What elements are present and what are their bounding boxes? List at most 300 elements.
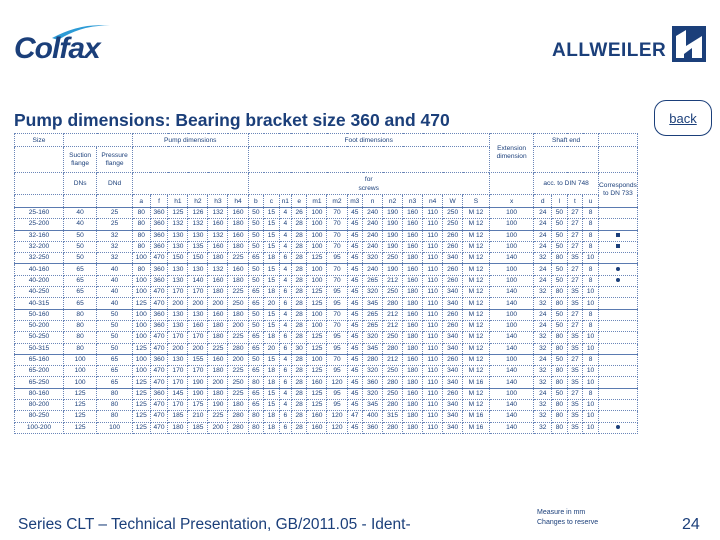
table-cell-size: 25-200 xyxy=(15,219,64,230)
header-h2: h2 xyxy=(188,195,208,208)
table-cell: 24 xyxy=(534,219,552,230)
table-cell: 15 xyxy=(264,230,280,241)
table-cell: 50 xyxy=(63,241,96,252)
table-cell: 32 xyxy=(534,366,552,377)
table-cell: 30 xyxy=(291,343,307,354)
header-d: d xyxy=(534,195,552,208)
page-number: 24 xyxy=(682,516,700,533)
table-cell: 100 xyxy=(132,309,150,320)
table-cell: 32 xyxy=(534,377,552,388)
table-cell: 4 xyxy=(279,354,291,365)
table-row xyxy=(15,241,638,252)
table-cell: 240 xyxy=(363,208,383,219)
dot-marker-icon xyxy=(616,267,620,271)
table-cell: 160 xyxy=(403,241,423,252)
header-size-blank-4 xyxy=(15,195,64,208)
table-cell: 160 xyxy=(228,230,248,241)
dn733-marker-cell xyxy=(598,411,637,422)
table-cell: 260 xyxy=(443,275,463,286)
table-cell: 130 xyxy=(168,309,188,320)
table-cell: 50 xyxy=(552,208,568,219)
table-cell: 100 xyxy=(132,332,150,343)
table-cell: 45 xyxy=(347,275,363,286)
header-foot-blank xyxy=(248,147,489,173)
header-size: Size xyxy=(15,134,64,147)
table-cell: 95 xyxy=(327,287,347,298)
header-l: l xyxy=(552,195,568,208)
table-cell: M 12 xyxy=(463,354,490,365)
table-cell: 125 xyxy=(132,388,150,399)
table-cell: 360 xyxy=(150,219,168,230)
table-cell: 4 xyxy=(279,275,291,286)
table-cell: 100 xyxy=(307,264,327,275)
table-cell: 140 xyxy=(489,298,533,309)
table-cell: 110 xyxy=(423,275,443,286)
table-cell: 8 xyxy=(583,219,599,230)
header-b: b xyxy=(248,195,264,208)
table-cell: 6 xyxy=(279,287,291,298)
table-cell: 27 xyxy=(567,264,583,275)
header-dnd: DNd xyxy=(97,173,133,195)
square-marker-icon xyxy=(616,244,620,248)
table-cell: 4 xyxy=(279,241,291,252)
table-cell: 190 xyxy=(383,230,403,241)
table-cell: 170 xyxy=(168,332,188,343)
table-cell: 400 xyxy=(363,411,383,422)
header-dns: DNs xyxy=(63,173,96,195)
table-cell: 180 xyxy=(403,366,423,377)
table-cell: 225 xyxy=(208,411,228,422)
table-cell: 18 xyxy=(264,411,280,422)
table-cell: 110 xyxy=(423,241,443,252)
table-cell: 8 xyxy=(583,208,599,219)
table-cell: 180 xyxy=(228,275,248,286)
table-cell: M 12 xyxy=(463,241,490,252)
table-cell: 160 xyxy=(403,219,423,230)
table-cell: 50 xyxy=(552,230,568,241)
table-cell: 8 xyxy=(583,275,599,286)
table-cell: 80 xyxy=(63,309,96,320)
table-cell: 40 xyxy=(97,275,133,286)
table-cell: 340 xyxy=(443,377,463,388)
table-cell: 125 xyxy=(63,411,96,422)
colfax-wordmark: Colfax xyxy=(14,32,100,65)
header-c: c xyxy=(264,195,280,208)
table-cell: 280 xyxy=(383,400,403,411)
header-n1: n1 xyxy=(279,195,291,208)
table-cell: 100 xyxy=(307,219,327,230)
table-cell: 15 xyxy=(264,241,280,252)
table-cell: 160 xyxy=(403,264,423,275)
table-row xyxy=(15,219,638,230)
table-cell: 320 xyxy=(363,366,383,377)
table-cell: M 12 xyxy=(463,388,490,399)
table-cell: 18 xyxy=(264,366,280,377)
table-cell: 260 xyxy=(443,230,463,241)
table-cell-size: 50-315 xyxy=(15,343,64,354)
table-cell: 24 xyxy=(534,208,552,219)
table-cell: 4 xyxy=(279,230,291,241)
table-cell: 80 xyxy=(132,264,150,275)
table-cell: M 16 xyxy=(463,377,490,388)
dot-marker-icon xyxy=(616,278,620,282)
table-cell: M 16 xyxy=(463,422,490,433)
table-row xyxy=(15,400,638,411)
table-cell: 24 xyxy=(534,275,552,286)
table-cell: 95 xyxy=(327,400,347,411)
table-cell: 15 xyxy=(264,208,280,219)
table-cell: 260 xyxy=(443,354,463,365)
table-cell-size: 65-200 xyxy=(15,366,64,377)
table-cell: 28 xyxy=(291,332,307,343)
header-extension-blank xyxy=(489,173,533,195)
table-cell: 45 xyxy=(347,377,363,388)
table-cell: 260 xyxy=(443,264,463,275)
table-cell: 70 xyxy=(327,275,347,286)
table-cell: 40 xyxy=(63,208,96,219)
header-s: S xyxy=(463,195,490,208)
table-cell: 47 xyxy=(347,411,363,422)
table-cell: 15 xyxy=(264,264,280,275)
table-cell-size: 50-250 xyxy=(15,332,64,343)
table-cell: M 12 xyxy=(463,400,490,411)
table-cell: 160 xyxy=(228,264,248,275)
table-cell: 100 xyxy=(489,219,533,230)
table-cell: 65 xyxy=(248,332,264,343)
table-cell: M 12 xyxy=(463,320,490,331)
table-cell: 27 xyxy=(567,309,583,320)
back-button[interactable]: back xyxy=(654,100,712,136)
header-t: t xyxy=(567,195,583,208)
table-cell: 320 xyxy=(363,332,383,343)
table-cell: 140 xyxy=(489,422,533,433)
table-cell: 110 xyxy=(423,253,443,264)
table-cell: 4 xyxy=(279,264,291,275)
dn733-marker-cell xyxy=(598,208,637,219)
table-cell: 18 xyxy=(264,422,280,433)
table-cell: 180 xyxy=(403,343,423,354)
table-cell: 15 xyxy=(264,400,280,411)
table-cell: 80 xyxy=(552,422,568,433)
table-cell: 100 xyxy=(489,354,533,365)
table-cell: 212 xyxy=(383,275,403,286)
table-cell: 125 xyxy=(132,411,150,422)
table-cell: 80 xyxy=(552,343,568,354)
table-cell: 45 xyxy=(347,264,363,275)
table-cell: 160 xyxy=(208,219,228,230)
table-cell: 280 xyxy=(383,298,403,309)
table-cell: 280 xyxy=(383,422,403,433)
header-dnd-blank xyxy=(97,195,133,208)
table-cell: 10 xyxy=(583,377,599,388)
table-cell: 110 xyxy=(423,377,443,388)
table-cell: 50 xyxy=(248,241,264,252)
table-cell: 340 xyxy=(443,366,463,377)
table-cell: 40 xyxy=(97,264,133,275)
table-cell-size: 32-200 xyxy=(15,241,64,252)
table-cell: 65 xyxy=(248,343,264,354)
table-cell: 4 xyxy=(279,208,291,219)
table-cell: 6 xyxy=(279,253,291,264)
header-n: n xyxy=(363,195,383,208)
table-cell: 50 xyxy=(97,309,133,320)
table-cell: 40 xyxy=(97,298,133,309)
dot-marker-icon xyxy=(616,425,620,429)
table-cell: 125 xyxy=(307,332,327,343)
table-cell: 200 xyxy=(188,298,208,309)
table-cell: 190 xyxy=(188,388,208,399)
table-cell: 125 xyxy=(307,400,327,411)
dn733-marker-cell xyxy=(598,241,637,252)
table-cell: 110 xyxy=(423,388,443,399)
table-cell: 170 xyxy=(168,287,188,298)
table-cell: 340 xyxy=(443,332,463,343)
table-cell: 200 xyxy=(188,343,208,354)
table-cell: 27 xyxy=(567,320,583,331)
table-cell-size: 25-160 xyxy=(15,208,64,219)
table-cell: 50 xyxy=(63,253,96,264)
table-cell: M 12 xyxy=(463,287,490,298)
table-cell: M 12 xyxy=(463,230,490,241)
header-pump-blank xyxy=(132,147,248,173)
table-cell: 32 xyxy=(534,332,552,343)
table-cell: 360 xyxy=(150,275,168,286)
table-cell: 470 xyxy=(150,287,168,298)
table-cell: 80 xyxy=(552,366,568,377)
table-cell: 180 xyxy=(228,219,248,230)
footer-note xyxy=(537,508,598,528)
table-cell: 155 xyxy=(188,354,208,365)
table-cell: 140 xyxy=(489,377,533,388)
dn733-marker-cell xyxy=(598,422,637,433)
dn733-marker-cell xyxy=(598,275,637,286)
header-shaft-blank xyxy=(534,147,599,173)
table-cell: 130 xyxy=(168,241,188,252)
table-cell: 110 xyxy=(423,230,443,241)
table-cell: 8 xyxy=(583,230,599,241)
table-row xyxy=(15,264,638,275)
header-h3: h3 xyxy=(208,195,228,208)
table-cell: 470 xyxy=(150,400,168,411)
table-cell: 27 xyxy=(567,230,583,241)
table-cell: 360 xyxy=(150,230,168,241)
table-row xyxy=(15,377,638,388)
table-cell: 100 xyxy=(97,422,133,433)
table-cell: 4 xyxy=(279,219,291,230)
table-cell: 6 xyxy=(279,422,291,433)
table-cell: 27 xyxy=(567,388,583,399)
header-n4: n4 xyxy=(423,195,443,208)
table-cell: 160 xyxy=(403,388,423,399)
table-cell: 50 xyxy=(97,320,133,331)
table-cell: 360 xyxy=(150,320,168,331)
table-row xyxy=(15,366,638,377)
table-cell: 225 xyxy=(228,332,248,343)
header-shaft-end: Shaft end xyxy=(534,134,599,147)
table-cell: 35 xyxy=(567,422,583,433)
header-n3: n3 xyxy=(403,195,423,208)
table-cell: 65 xyxy=(248,388,264,399)
table-row xyxy=(15,343,638,354)
table-cell: 10 xyxy=(583,253,599,264)
table-cell: 28 xyxy=(291,366,307,377)
table-cell: 8 xyxy=(583,320,599,331)
table-cell: 150 xyxy=(168,253,188,264)
table-cell: 200 xyxy=(168,343,188,354)
table-cell: 185 xyxy=(168,411,188,422)
table-cell: 80 xyxy=(248,377,264,388)
table-cell: 180 xyxy=(228,400,248,411)
table-cell: 212 xyxy=(383,354,403,365)
table-cell: 15 xyxy=(264,219,280,230)
table-body xyxy=(15,208,638,434)
table-cell: 125 xyxy=(63,388,96,399)
table-cell: M 12 xyxy=(463,219,490,230)
table-cell: 210 xyxy=(188,411,208,422)
table-cell: 170 xyxy=(188,332,208,343)
header-corresponds-dn-733: Corresponds to DN 733 xyxy=(598,173,637,208)
table-cell: 125 xyxy=(132,400,150,411)
table-cell: 50 xyxy=(248,354,264,365)
table-cell: 100 xyxy=(489,264,533,275)
table-cell: 250 xyxy=(228,377,248,388)
header-foot-dimensions: Foot dimensions xyxy=(248,134,489,147)
table-cell: 180 xyxy=(208,287,228,298)
table-cell: 100 xyxy=(307,275,327,286)
colfax-logo xyxy=(12,24,112,68)
table-cell: 110 xyxy=(423,208,443,219)
dn733-marker-cell xyxy=(598,320,637,331)
table-cell: 35 xyxy=(567,366,583,377)
table-cell: 18 xyxy=(264,377,280,388)
table-cell: 140 xyxy=(489,400,533,411)
table-cell: 65 xyxy=(248,287,264,298)
table-cell: 100 xyxy=(307,241,327,252)
header-e: e xyxy=(291,195,307,208)
table-cell: 10 xyxy=(583,287,599,298)
table-cell: 45 xyxy=(347,388,363,399)
table-cell: 32 xyxy=(97,253,133,264)
table-cell: 360 xyxy=(150,388,168,399)
table-cell: 45 xyxy=(347,208,363,219)
table-cell: 265 xyxy=(363,309,383,320)
table-cell: 180 xyxy=(403,287,423,298)
table-cell: 160 xyxy=(188,320,208,331)
table-cell: 70 xyxy=(327,219,347,230)
table-cell: M 12 xyxy=(463,275,490,286)
table-cell: 100 xyxy=(63,366,96,377)
table-cell: 28 xyxy=(291,388,307,399)
table-cell: 28 xyxy=(291,309,307,320)
table-cell: 135 xyxy=(188,241,208,252)
table-cell: 95 xyxy=(327,298,347,309)
table-cell: 45 xyxy=(347,241,363,252)
header-extension-dimension: Extension dimension xyxy=(489,134,533,173)
table-cell: 280 xyxy=(228,343,248,354)
table-cell: 200 xyxy=(208,298,228,309)
table-cell: 4 xyxy=(279,309,291,320)
table-cell: 100 xyxy=(307,208,327,219)
table-cell: 140 xyxy=(188,275,208,286)
table-cell: 340 xyxy=(443,253,463,264)
table-cell: 32 xyxy=(97,241,133,252)
table-cell: 250 xyxy=(443,208,463,219)
table-cell: 160 xyxy=(208,309,228,320)
table-cell: 50 xyxy=(248,309,264,320)
table-cell: 65 xyxy=(248,366,264,377)
header-corresponds-blank-2 xyxy=(598,147,637,173)
table-row xyxy=(15,275,638,286)
table-cell: 470 xyxy=(150,377,168,388)
table-cell: 190 xyxy=(383,219,403,230)
dn733-marker-cell xyxy=(598,309,637,320)
dn733-marker-cell xyxy=(598,298,637,309)
table-cell: 25 xyxy=(97,219,133,230)
table-cell: 80 xyxy=(552,400,568,411)
table-cell: 35 xyxy=(567,343,583,354)
table-cell: 145 xyxy=(168,388,188,399)
table-cell: 6 xyxy=(279,411,291,422)
table-cell: 50 xyxy=(248,264,264,275)
table-cell: 80 xyxy=(97,400,133,411)
table-row xyxy=(15,388,638,399)
table-cell: 125 xyxy=(63,400,96,411)
table-cell: 6 xyxy=(279,366,291,377)
table-cell: 65 xyxy=(63,287,96,298)
table-cell: 100 xyxy=(307,230,327,241)
table-cell: 28 xyxy=(291,377,307,388)
header-size-blank xyxy=(15,147,64,173)
table-cell: 470 xyxy=(150,411,168,422)
table-cell: 80 xyxy=(63,320,96,331)
table-cell: 250 xyxy=(383,332,403,343)
table-cell: 200 xyxy=(168,298,188,309)
table-cell: 70 xyxy=(327,309,347,320)
table-cell: 80 xyxy=(97,388,133,399)
table-cell: 80 xyxy=(63,343,96,354)
table-cell: 50 xyxy=(552,241,568,252)
table-cell: 225 xyxy=(228,287,248,298)
table-cell: 340 xyxy=(443,343,463,354)
dimensions-table xyxy=(14,133,638,434)
table-cell: 100 xyxy=(63,354,96,365)
table-cell: 50 xyxy=(552,264,568,275)
table-cell: 80 xyxy=(132,208,150,219)
table-cell: 130 xyxy=(168,264,188,275)
table-cell: 20 xyxy=(264,298,280,309)
table-cell: 470 xyxy=(150,343,168,354)
table-cell: 200 xyxy=(208,422,228,433)
table-cell: 18 xyxy=(264,332,280,343)
table-cell: 24 xyxy=(534,388,552,399)
table-cell: 120 xyxy=(327,411,347,422)
table-cell: 15 xyxy=(264,354,280,365)
table-cell-size: 32-160 xyxy=(15,230,64,241)
table-cell: 280 xyxy=(383,343,403,354)
table-cell: 65 xyxy=(63,275,96,286)
table-cell: 110 xyxy=(423,287,443,298)
dimensions-table-container xyxy=(14,133,638,498)
table-row xyxy=(15,422,638,433)
table-cell: 6 xyxy=(279,298,291,309)
table-cell: 65 xyxy=(97,377,133,388)
table-cell: 315 xyxy=(383,411,403,422)
table-cell: 32 xyxy=(534,298,552,309)
table-row xyxy=(15,298,638,309)
table-cell: 360 xyxy=(150,309,168,320)
table-cell: 24 xyxy=(534,264,552,275)
table-cell: 100 xyxy=(132,275,150,286)
